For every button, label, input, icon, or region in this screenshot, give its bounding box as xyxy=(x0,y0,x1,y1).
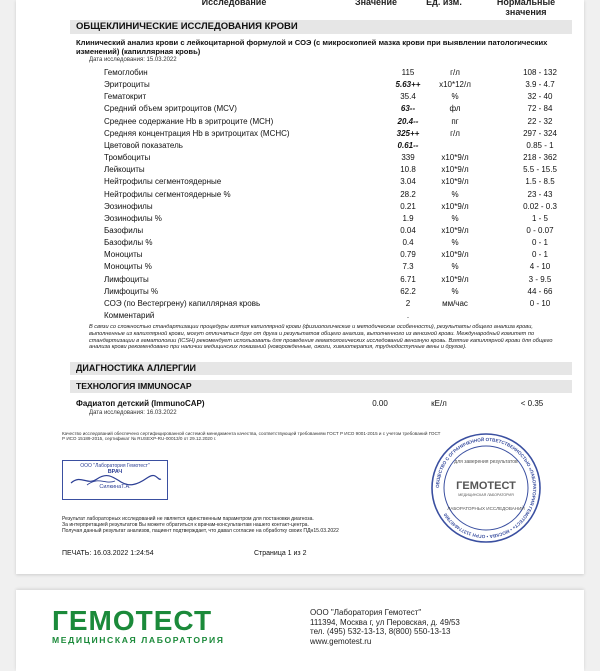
result-ref: 297 - 324 xyxy=(523,128,557,138)
result-name: Нейтрофилы сегментоядерные xyxy=(104,177,222,187)
result-unit: мм/час xyxy=(442,298,468,308)
result-value: 3.04 xyxy=(400,177,416,187)
result-name: Моноциты xyxy=(104,250,143,260)
result-ref: 0 - 10 xyxy=(529,298,551,308)
result-value: 20.4-- xyxy=(397,116,419,126)
seal-ring-text: ОБЩЕСТВО С ОГРАНИЧЕННОЙ ОТВЕТСТВЕННОСТЬЮ «ЛАБОРАТОРИЯ ГЕМОТЕСТ» • МОСКВА • ОГРН 1137746457960 xyxy=(434,436,538,540)
test-description: Клинический анализ крови с лейкоцитарной формулой и СОЭ (с микроскопией мазка крови при выявлении патологических изменений) (капиллярная кровь) xyxy=(76,38,548,56)
table-row xyxy=(104,310,574,322)
result-name: Средний объем эритроцитов (MCV) xyxy=(104,104,237,114)
lab-seal-icon xyxy=(430,432,542,544)
address-street: 111394, Москва г, ул Перовская, д. 49/53 xyxy=(310,617,460,627)
result-ref: 3 - 9.5 xyxy=(528,274,552,284)
result-value: 0.61-- xyxy=(397,140,419,150)
allergy-value: 0.00 xyxy=(372,399,388,408)
result-ref: 0.02 - 0.3 xyxy=(523,201,557,211)
address-website[interactable]: www.gemotest.ru xyxy=(310,636,372,646)
result-value: 7.3 xyxy=(402,262,414,272)
seal-brand-sub: МЕДИЦИНСКАЯ ЛАБОРАТОРИЯ xyxy=(458,493,514,497)
result-ref: 0 - 0.07 xyxy=(526,225,554,235)
result-ref: 4 - 10 xyxy=(529,262,551,272)
footer-line-2: За интерпретацией результатов Вы можете обратиться к врачам-консультантам нашего контакт-центра. xyxy=(62,522,309,528)
result-ref: 72 - 84 xyxy=(527,104,553,114)
result-name: Гемоглобин xyxy=(104,68,148,77)
table-row xyxy=(104,249,574,261)
result-ref: 0.85 - 1 xyxy=(526,140,554,150)
result-name: Базофилы xyxy=(104,225,144,235)
gemotest-logo xyxy=(52,605,225,645)
result-name: Среднее содержание Hb в эритроците (MCH) xyxy=(104,116,274,126)
result-unit: г/л xyxy=(450,128,460,138)
doctor-stamp-name: СилкинаТ.А. xyxy=(99,484,131,490)
result-value: 0.4 xyxy=(402,238,414,248)
allergy-row xyxy=(76,398,546,410)
table-row xyxy=(104,103,574,115)
result-name: Средняя концентрация Hb в эритроцитах (MCHC) xyxy=(104,128,290,138)
result-unit: x10*9/л xyxy=(441,201,469,211)
result-name: Эритроциты xyxy=(104,80,150,90)
address-phone: тел. (495) 532-13-13, 8(800) 550-13-13 xyxy=(310,627,451,637)
result-unit: x10*12/л xyxy=(439,80,471,90)
capillary-note: В связи со сложностью стандартизации процедуры взятия капиллярной крови (физиологические и методические особенности), результаты общего анализа крови, выполненные из капиллярной крови, могут отличаться друг от друга и результатов общего анализа, выполненного из венозной крови. Международный комитет по стандартизации в гематологии (ICSH) рекомендует использовать для проведения гематологических исследований венозную кровь. Взятие капиллярной крови для общего анализа крови рекомендовано при наличии медицинских показаний (новорожденные, ожоги, химиотерапия, труднодоступные вены и другое). xyxy=(89,324,553,351)
result-ref: 1.5 - 8.5 xyxy=(525,177,555,187)
result-ref: 0 - 1 xyxy=(531,250,548,260)
result-ref: 3.9 - 4.7 xyxy=(525,80,555,90)
result-unit: x10*9/л xyxy=(441,225,469,235)
result-unit: % xyxy=(451,189,459,199)
result-value: . xyxy=(406,311,410,320)
result-unit: % xyxy=(451,262,459,272)
footer-line-1: Результат лабораторных исследований не является единственным параметром для постановки диагноза. xyxy=(62,516,314,522)
result-unit: пг xyxy=(451,116,459,126)
result-ref: 1 - 5 xyxy=(531,213,548,223)
result-unit: x10*9/л xyxy=(441,250,469,260)
logo-sub: МЕДИЦИНСКАЯ ЛАБОРАТОРИЯ xyxy=(52,635,225,645)
result-name: Базофилы % xyxy=(104,238,153,248)
allergy-ref: < 0.35 xyxy=(520,399,544,408)
table-row xyxy=(104,298,574,310)
col-header-study: Исследование xyxy=(201,0,267,7)
result-name: СОЭ (по Вестергрену) капиллярная кровь xyxy=(104,298,261,308)
result-unit: x10*9/л xyxy=(441,177,469,187)
allergy-name: Фадиатоп детский (ImmunoCAP) xyxy=(76,399,205,408)
table-row xyxy=(104,201,574,213)
section-title-blood: ОБЩЕКЛИНИЧЕСКИЕ ИССЛЕДОВАНИЯ КРОВИ xyxy=(70,20,572,34)
result-name: Эозинофилы xyxy=(104,201,153,211)
result-value: 325++ xyxy=(396,128,420,138)
result-name: Нейтрофилы сегментоядерные % xyxy=(104,189,231,199)
result-unit: % xyxy=(451,92,459,102)
result-unit: % xyxy=(451,238,459,248)
result-name: Тромбоциты xyxy=(104,153,151,163)
table-row xyxy=(104,152,574,164)
result-value: 5.63++ xyxy=(395,80,421,90)
table-row xyxy=(104,79,574,91)
logo-name: ГЕМОТЕСТ xyxy=(52,605,213,636)
result-value: 28.2 xyxy=(400,189,416,199)
result-value: 0.79 xyxy=(400,250,416,260)
table-row xyxy=(104,237,574,249)
table-row xyxy=(104,213,574,225)
table-row xyxy=(104,140,574,152)
seal-inner-top: для заверения результатов xyxy=(454,459,518,465)
result-unit: x10*9/л xyxy=(441,153,469,163)
result-ref: 22 - 32 xyxy=(527,116,553,126)
result-value: 62.2 xyxy=(400,286,416,296)
address-org: ООО "Лаборатория Гемотест" xyxy=(310,608,422,617)
col-header-ref: Нормальные значения xyxy=(496,0,556,17)
seal-inner-bottom: ЛАБОРАТОРНЫХ ИССЛЕДОВАНИЙ xyxy=(447,506,525,511)
result-value: 1.9 xyxy=(402,213,414,223)
result-unit: фл xyxy=(449,104,461,114)
result-name: Лейкоциты xyxy=(104,165,145,175)
result-value: 35.4 xyxy=(400,92,416,102)
footer-disclaimer xyxy=(62,516,382,534)
result-name: Эозинофилы % xyxy=(104,213,162,223)
result-ref: 0 - 1 xyxy=(531,238,548,248)
doctor-stamp-org: ООО "Лаборатория Гемотест" xyxy=(80,463,150,469)
result-value: 63-- xyxy=(400,104,416,114)
table-row xyxy=(104,128,574,140)
table-row xyxy=(104,189,574,201)
result-ref: 23 - 43 xyxy=(527,189,553,199)
result-value: 6.71 xyxy=(400,274,416,284)
print-timestamp: ПЕЧАТЬ: 16.03.2022 1:24:54 xyxy=(62,550,154,557)
lab-address xyxy=(310,608,460,646)
section-title-allergy: ДИАГНОСТИКА АЛЛЕРГИИ xyxy=(70,362,572,375)
result-name: Лимфоциты xyxy=(104,274,149,284)
doctor-stamp xyxy=(62,460,168,500)
footer-line-3: Получая данный результат анализов, пациент подтверждает, что давал согласие на обработку своих ПДн15.03.2022 xyxy=(62,528,339,534)
result-unit: % xyxy=(451,213,459,223)
allergy-unit: кЕ/л xyxy=(431,399,447,408)
table-row xyxy=(104,274,574,286)
table-row xyxy=(104,67,574,79)
table-row xyxy=(104,91,574,103)
seal-brand: ГЕМОТЕСТ xyxy=(456,480,516,492)
table-row xyxy=(104,261,574,273)
result-value: 0.04 xyxy=(400,225,416,235)
col-header-unit: Ед. изм. xyxy=(426,0,462,7)
col-header-value: Значение xyxy=(354,0,398,7)
result-unit: x10*9/л xyxy=(441,274,469,284)
section-subtitle-immunocap: ТЕХНОЛОГИЯ IMMUNOCAP xyxy=(70,380,572,393)
result-name: Комментарий xyxy=(104,311,155,320)
allergy-date: Дата исследования: 16.03.2022 xyxy=(89,410,177,416)
result-value: 339 xyxy=(401,153,415,163)
study-date: Дата исследования: 15.03.2022 xyxy=(89,57,177,63)
result-name: Цветовой показатель xyxy=(104,140,183,150)
result-unit: г/л xyxy=(450,68,460,77)
result-ref: 108 - 132 xyxy=(523,68,557,77)
page-number: Страница 1 из 2 xyxy=(254,550,307,557)
table-row xyxy=(104,164,574,176)
result-ref: 5.5 - 15.5 xyxy=(523,165,557,175)
result-unit: % xyxy=(451,286,459,296)
result-ref: 218 - 362 xyxy=(523,153,557,163)
result-ref: 32 - 40 xyxy=(527,92,553,102)
result-name: Гематокрит xyxy=(104,92,147,102)
result-unit: x10*9/л xyxy=(441,165,469,175)
table-row xyxy=(104,116,574,128)
result-value: 2 xyxy=(405,298,411,308)
result-value: 10.8 xyxy=(400,165,416,175)
table-row xyxy=(104,176,574,188)
table-row xyxy=(104,225,574,237)
result-name: Лимфоциты % xyxy=(104,286,159,296)
result-value: 115 xyxy=(401,68,415,77)
result-name: Моноциты % xyxy=(104,262,152,272)
doctor-stamp-title: ВРАЧ xyxy=(107,469,123,475)
quality-text: Качество исследований обеспечено сертифицированной системой менеджмента качества, соответствующей требованиям ГОСТ Р ИСО 9001-2015 и с учетом требований ГОСТ Р ИСО 15189-2015, сертификат № RUSEXP-RU-00013/0 от 29.12.2020 г. xyxy=(62,431,441,442)
table-row xyxy=(104,286,574,298)
report-page-1 xyxy=(16,0,584,574)
result-ref: 44 - 66 xyxy=(527,286,553,296)
result-value: 0.21 xyxy=(400,201,416,211)
